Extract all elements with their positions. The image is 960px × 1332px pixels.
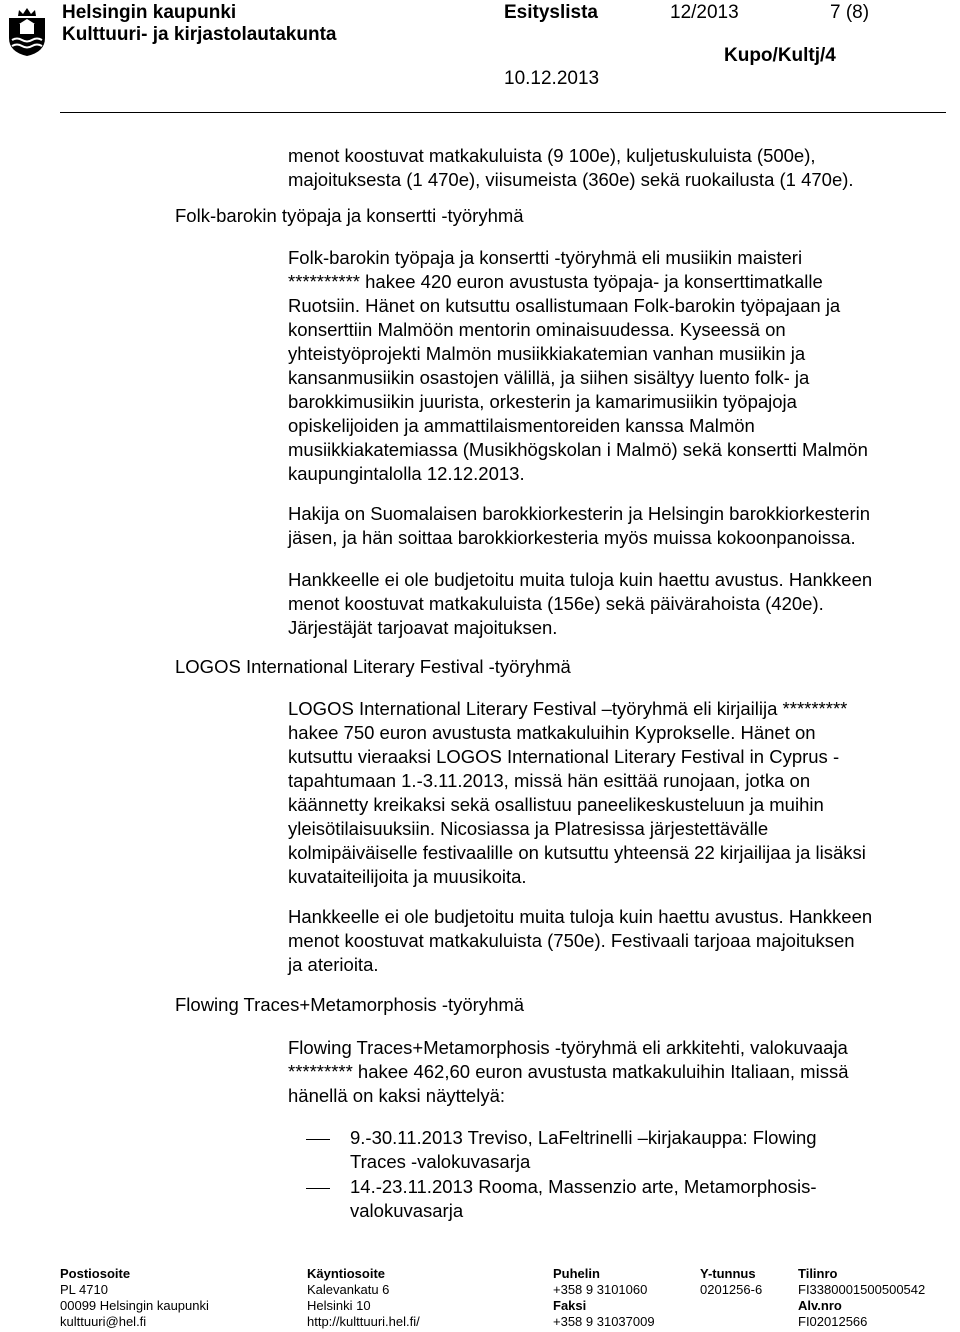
paragraph xyxy=(288,502,870,550)
footer-value: FI3380001500500542 xyxy=(798,1282,926,1297)
intro-paragraph xyxy=(288,144,854,192)
text-line: kutsuttu vieraaksi LOGOS International Literary Festival in Cyprus - xyxy=(288,746,840,767)
meeting-date: 10.12.2013 xyxy=(504,68,600,89)
list-bullet-dash xyxy=(306,1139,330,1140)
text-line: hakee 750 euron avustusta matkakuluihin Kyprokselle. Hänet on xyxy=(288,722,816,743)
footer-website-link[interactable]: http://kulttuuri.hel.fi/ xyxy=(307,1314,420,1329)
footer-value: 0201256-6 xyxy=(700,1282,763,1297)
text-line: 9.-30.11.2013 Treviso, LaFeltrinelli –kirjakauppa: Flowing xyxy=(350,1127,817,1148)
text-line: konserttiin Malmöön mentorin ominaisuudessa. Kyseessä on xyxy=(288,319,786,340)
text-line: kolmipäiväiselle festivaalille on kutsuttu yhteensä 22 kirjailijaa ja lisäksi xyxy=(288,842,866,863)
text-line: Hankkeelle ei ole budjetoitu muita tuloja kuin haettu avustus. Hankkeen xyxy=(288,569,873,590)
text-line: hänellä on kaksi näyttelyä: xyxy=(288,1085,505,1106)
footer-value: PL 4710 xyxy=(60,1282,108,1297)
text-line: Järjestäjät tarjoavat majoituksen. xyxy=(288,617,558,638)
paragraph xyxy=(288,246,868,486)
footer-label: Postiosoite xyxy=(60,1266,131,1281)
paragraph xyxy=(288,905,872,977)
text-line: Ruotsiin. Hänet on kutsuttu osallistumaan Folk-barokin työpajaan ja xyxy=(288,295,841,316)
footer-ytunnus xyxy=(700,1266,762,1298)
section-heading-flowing-traces: Flowing Traces+Metamorphosis -työryhmä xyxy=(175,994,525,1015)
text-line: jäsen, ja hän soittaa barokkiorkesteria myös muissa kokoonpanoissa. xyxy=(288,527,856,548)
paragraph xyxy=(288,1036,848,1108)
text-line: Traces -valokuvasarja xyxy=(350,1151,531,1172)
text-line: menot koostuvat matkakuluista (9 100e), kuljetuskuluista (500e), xyxy=(288,145,816,166)
footer-label: Faksi xyxy=(553,1298,587,1313)
text-line: tapahtumaan 1.-3.11.2013, missä hän esittää runojaan, jotka on xyxy=(288,770,811,791)
list-item xyxy=(350,1175,817,1223)
board-name: Kulttuuri- ja kirjastolautakunta xyxy=(62,24,337,45)
text-line: menot koostuvat matkakuluista (750e). Festivaali tarjoaa majoituksen xyxy=(288,930,855,951)
footer-visit xyxy=(307,1266,420,1330)
footer-phone-fax xyxy=(553,1266,655,1330)
text-line: 14.-23.11.2013 Rooma, Massenzio arte, Metamorphosis- xyxy=(350,1176,817,1197)
helsinki-crest-icon xyxy=(6,6,48,58)
footer-value: +358 9 31037009 xyxy=(553,1314,655,1329)
text-line: yleisötilaisuuksiin. Nicosiassa ja Platresissa järjestettävälle xyxy=(288,818,769,839)
text-line: Folk-barokin työpaja ja konsertti -työryhmä eli musiikin maisteri xyxy=(288,247,803,268)
text-line: Hankkeelle ei ole budjetoitu muita tuloja kuin haettu avustus. Hankkeen xyxy=(288,906,873,927)
text-line: ja aterioita. xyxy=(288,954,379,975)
footer-label: Tilinro xyxy=(798,1266,838,1281)
section-heading-logos: LOGOS International Literary Festival -työryhmä xyxy=(175,656,571,677)
footer-value: FI02012566 xyxy=(798,1314,868,1329)
page-number: 7 (8) xyxy=(830,2,870,23)
footer-account xyxy=(798,1266,925,1330)
footer-label: Alv.nro xyxy=(798,1298,842,1313)
org-name: Helsingin kaupunki xyxy=(62,2,237,23)
footer-label: Y-tunnus xyxy=(700,1266,756,1281)
text-line: valokuvasarja xyxy=(350,1200,464,1221)
footer-value: Kalevankatu 6 xyxy=(307,1282,390,1297)
header-divider xyxy=(60,112,946,113)
text-line: menot koostuvat matkakuluista (156e) sekä päivärahoista (420e). xyxy=(288,593,824,614)
footer-value: +358 9 3101060 xyxy=(553,1282,648,1297)
footer-postal xyxy=(60,1266,209,1330)
text-line: musiikkiakatemiassa (Musikhögskolan i Malmö) sekä konsertti Malmön xyxy=(288,439,868,460)
paragraph xyxy=(288,568,872,640)
doc-type: Esityslista xyxy=(504,2,598,23)
text-line: kansanmusiikin osastojen välillä, ja siihen sisältyy luento folk- ja xyxy=(288,367,810,388)
text-line: ********* hakee 462,60 euron avustusta matkakuluihin Italiaan, missä xyxy=(288,1061,849,1082)
list-item xyxy=(350,1126,817,1174)
text-line: yhteistyöprojekti Malmön musiikkiakatemian vanhan musiikin ja xyxy=(288,343,806,364)
text-line: käännetty kreikaksi sekä osallistuu paneelikeskusteluun ja muihin xyxy=(288,794,824,815)
text-line: Hakija on Suomalaisen barokkiorkesterin ja Helsingin barokkiorkesterin xyxy=(288,503,871,524)
text-line: ********** hakee 420 euron avustusta työpaja- ja konserttimatkalle xyxy=(288,271,823,292)
text-line: barokkimusiikin juurista, orkesterin ja kamarimusiikin työpajoja xyxy=(288,391,797,412)
footer-label: Käyntiosoite xyxy=(307,1266,386,1281)
reference-code: Kupo/Kultj/4 xyxy=(724,45,836,66)
text-line: LOGOS International Literary Festival –työryhmä eli kirjailija ********* xyxy=(288,698,848,719)
list-bullet-dash xyxy=(306,1188,330,1189)
text-line: kuvataiteilijoita ja muusikoita. xyxy=(288,866,527,887)
footer-label: Puhelin xyxy=(553,1266,600,1281)
text-line: opiskelijoiden ja ammattilaismentoreiden kanssa Malmön xyxy=(288,415,755,436)
footer-value: 00099 Helsingin kaupunki xyxy=(60,1298,209,1313)
text-line: majoituksesta (1 470e), viisumeista (360e) sekä ruokailusta (1 470e). xyxy=(288,169,854,190)
text-line: Flowing Traces+Metamorphosis -työryhmä eli arkkitehti, valokuvaaja xyxy=(288,1037,848,1058)
paragraph xyxy=(288,697,866,889)
footer-value: Helsinki 10 xyxy=(307,1298,371,1313)
footer-email-link[interactable]: kulttuuri@hel.fi xyxy=(60,1314,147,1329)
section-heading-folk-barokki: Folk-barokin työpaja ja konsertti -työryhmä xyxy=(175,205,524,226)
meeting-number: 12/2013 xyxy=(670,2,739,23)
text-line: kaupungintalolla 12.12.2013. xyxy=(288,463,525,484)
